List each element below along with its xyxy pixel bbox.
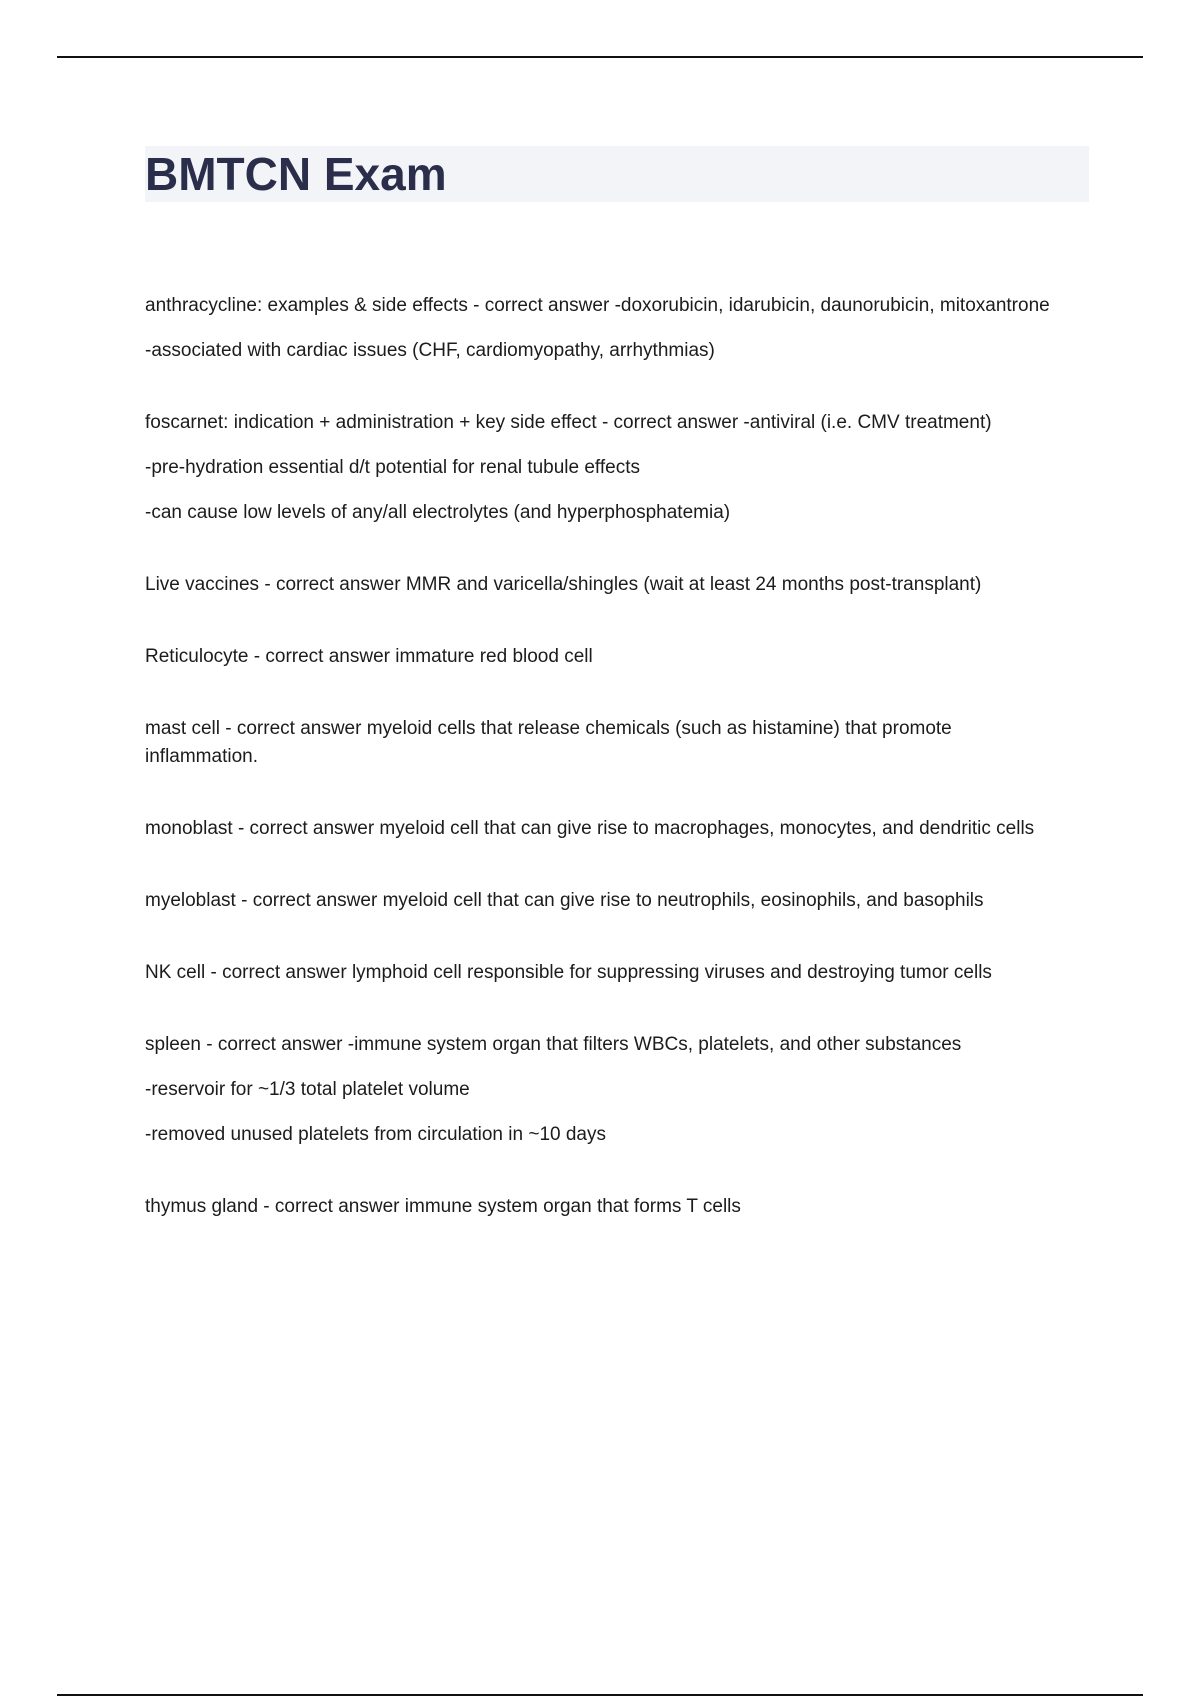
top-rule — [57, 56, 1143, 58]
entry-line: mast cell - correct answer myeloid cells that release chemicals (such as histamine) that promote inflammation. — [145, 718, 952, 767]
entry-monoblast — [145, 815, 1065, 843]
entry-spleen — [145, 1031, 1065, 1149]
entry-thymus-gland — [145, 1193, 1065, 1221]
entry-live-vaccines — [145, 571, 1065, 599]
entry-line: NK cell - correct answer lymphoid cell responsible for suppressing viruses and destroying tumor cells — [145, 962, 992, 983]
entry-line: anthracycline: examples & side effects - correct answer -doxorubicin, idarubicin, daunorubicin, mitoxantrone — [145, 295, 1050, 316]
entry-myeloblast — [145, 887, 1065, 915]
entry-reticulocyte — [145, 643, 1065, 671]
entry-line: spleen - correct answer -immune system organ that filters WBCs, platelets, and other substances — [145, 1034, 962, 1055]
entry-anthracycline — [145, 292, 1065, 365]
entry-line: -reservoir for ~1/3 total platelet volume — [145, 1079, 470, 1100]
entry-line: -associated with cardiac issues (CHF, cardiomyopathy, arrhythmias) — [145, 340, 715, 361]
entry-line: -pre-hydration essential d/t potential for renal tubule effects — [145, 457, 640, 478]
entry-line: -removed unused platelets from circulation in ~10 days — [145, 1124, 606, 1145]
entry-line: thymus gland - correct answer immune system organ that forms T cells — [145, 1196, 741, 1217]
page-title: BMTCN Exam — [145, 148, 447, 200]
entry-line: myeloblast - correct answer myeloid cell that can give rise to neutrophils, eosinophils, and basophils — [145, 890, 984, 911]
entry-line: foscarnet: indication + administration + key side effect - correct answer -antiviral (i.e. CMV treatment) — [145, 412, 992, 433]
entry-line: Live vaccines - correct answer MMR and varicella/shingles (wait at least 24 months post-transplant) — [145, 574, 982, 595]
entry-foscarnet — [145, 409, 1065, 527]
bottom-rule — [57, 1694, 1143, 1696]
entry-line: monoblast - correct answer myeloid cell that can give rise to macrophages, monocytes, and dendritic cells — [145, 818, 1035, 839]
entry-nk-cell — [145, 959, 1065, 987]
entry-line: Reticulocyte - correct answer immature red blood cell — [145, 646, 593, 667]
document-body — [145, 292, 1065, 1265]
entry-line: -can cause low levels of any/all electrolytes (and hyperphosphatemia) — [145, 502, 731, 523]
entry-mast-cell — [145, 715, 1065, 771]
